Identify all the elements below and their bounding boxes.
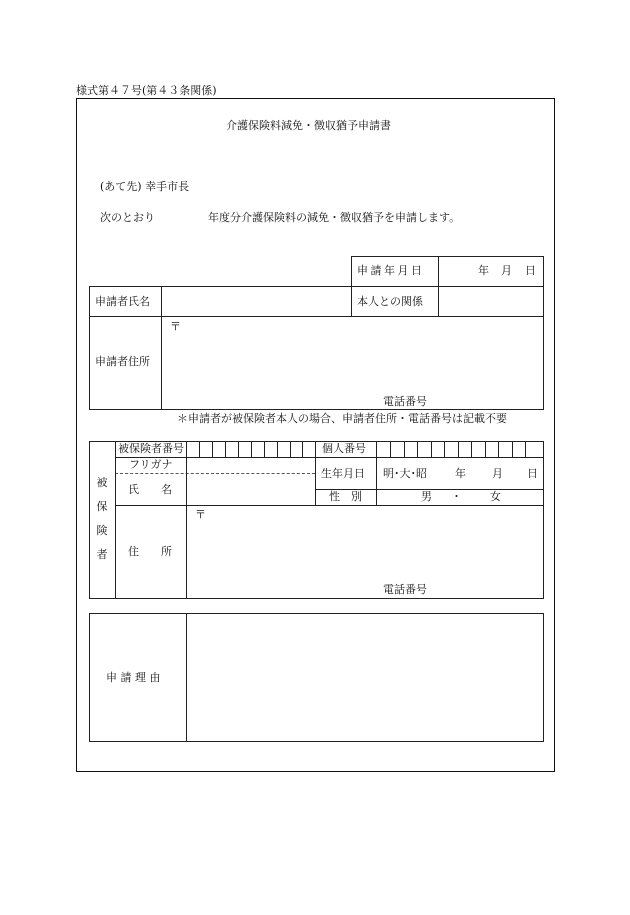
reason-field[interactable] (187, 614, 543, 741)
birth-year-label: 年 (455, 467, 466, 480)
intro-suffix: 年度分介護保険料の減免・徴収猶予を申請します。 (208, 211, 461, 224)
furigana-label: フリガナ (129, 458, 173, 471)
application-year-label: 年 (478, 264, 489, 277)
application-month-label: 月 (501, 264, 512, 277)
personal-number-label: 個人番号 (322, 442, 366, 455)
era-options[interactable]: 明･大･昭 (383, 467, 427, 480)
form-number: 様式第４７号(第４３条関係) (76, 84, 217, 97)
application-date-label: 申請年月日 (357, 264, 425, 277)
personal-number-field[interactable] (377, 442, 543, 457)
insured-group-label: 被 保 険 者 (96, 476, 108, 561)
birth-date-label: 生年月日 (321, 467, 365, 480)
fiscal-year-field[interactable] (165, 208, 205, 226)
applicant-address-field[interactable] (162, 317, 543, 392)
application-day-label: 日 (525, 264, 536, 277)
applicant-name-field[interactable] (162, 287, 351, 316)
reason-label: 申 請 理 由 (106, 671, 161, 684)
birth-day-label: 日 (527, 467, 538, 480)
sex-female-option[interactable]: 女 (490, 490, 501, 503)
applicant-name-label: 申請者氏名 (95, 295, 150, 308)
sex-label: 性 別 (329, 490, 362, 503)
insured-postal-mark: 〒 (195, 508, 206, 521)
intro-prefix: 次のとおり (100, 211, 155, 224)
insured-phone-label: 電話番号 (383, 583, 427, 596)
birth-month-label: 月 (492, 467, 503, 480)
applicant-note: ＊申請者が被保険者本人の場合、申請者住所・電話番号は記載不要 (177, 412, 507, 425)
sex-separator: ・ (451, 490, 462, 503)
form-title: 介護保険料減免・徴収猶予申請書 (226, 119, 391, 132)
sex-male-option[interactable]: 男 (421, 490, 432, 503)
applicant-phone-label: 電話番号 (383, 395, 427, 408)
applicant-postal-mark: 〒 (170, 320, 181, 333)
addressee: (あて先) 幸手市長 (100, 180, 190, 193)
insured-number-field[interactable] (187, 442, 315, 457)
relationship-label: 本人との関係 (357, 295, 423, 308)
applicant-address-label: 申請者住所 (95, 355, 150, 368)
relationship-field[interactable] (439, 287, 543, 316)
insured-number-label: 被保険者番号 (118, 442, 184, 455)
insured-address-field[interactable] (187, 506, 543, 580)
applicant-phone-field[interactable] (432, 393, 542, 408)
insured-name-label: 氏 名 (128, 483, 172, 496)
insured-address-label: 住 所 (128, 545, 172, 558)
insured-phone-field[interactable] (432, 581, 542, 597)
insured-name-field[interactable] (187, 474, 315, 505)
furigana-field[interactable] (187, 458, 315, 473)
